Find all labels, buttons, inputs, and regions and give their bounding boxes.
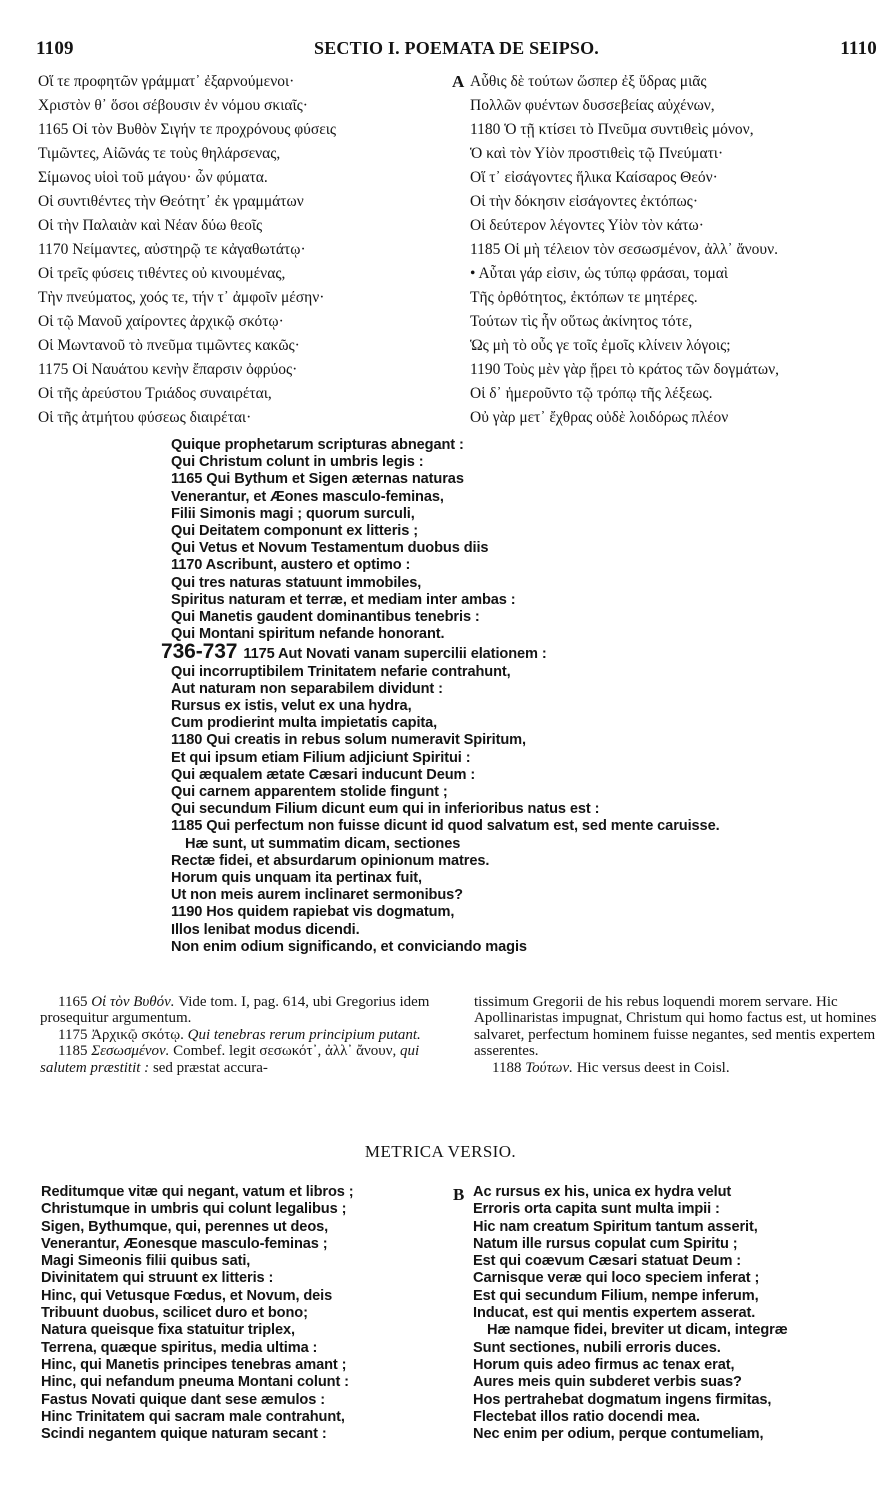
latin-line: Qui Vetus et Novum Testamentum duobus diis [171,540,489,557]
greek-line: Οἱ συντιθέντες τὴν Θεότητ᾽ ἐκ γραμμάτων [38,193,304,210]
footnote-ref: 1188 [492,1059,522,1076]
latin-line: 1190 Hos quidem rapiebat vis dogmatum, [171,904,455,921]
greek-line: Πολλῶν φυέντων δυσσεβείας αὐχένων, [470,97,715,114]
footnote-ref: 1175 [58,1026,88,1043]
footnote-ref: 1185 [58,1043,88,1060]
margin-letter-b: B [453,1185,465,1204]
greek-line: 1185 Οἱ μὴ τέλειον τὸν σεσωσμένον, ἀλλ᾽ ἄνουν. [470,241,778,258]
footnote-greek: σεσωκότ᾽, ἀλλ᾽ ἄνουν, [259,1043,397,1060]
latin-line: Qui incorruptibilem Trinitatem nefarie contrahunt, [171,663,511,680]
verse-line: Christumque in umbris qui colunt legalibus ; [41,1201,347,1218]
greek-line: 1180 Ὁ τῇ κτίσει τὸ Πνεῦμα συντιθεὶς μόνον, [470,121,754,138]
footnote-text: Vide tom. I, pag. 614, ubi Gregorius idem prosequitur argumentum. [40,994,430,1027]
footnote-lemma: Τούτων. [525,1059,573,1076]
latin-line: 1170 Ascribunt, austero et optimo : [171,557,411,574]
latin-line: Ut non meis aurem inclinaret sermonibus? [171,887,463,904]
footnote [40,1027,450,1043]
verse-line: Hinc, qui Vetusque Fœdus, et Novum, deis [41,1287,333,1304]
verse-line: Hinc Trinitatem qui sacram male contrahunt, [41,1408,345,1425]
verse-line: Magi Simeonis filii quibus sati, [41,1253,251,1270]
latin-line: Illos lenibat modus dicendi. [171,921,360,938]
verse-line: Venerantur, Æonesque masculo-feminas ; [41,1235,328,1252]
greek-line: Οἱ δεύτερον λέγοντες Υἱὸν τὸν κάτω· [470,217,704,234]
verse-line: Ac rursus ex his, unica ex hydra velut [473,1184,732,1200]
verse-line: Terrena, quæque spiritus, media ultima : [41,1339,318,1356]
latin-line: 1180 Qui creatis in rebus solum numeravit Spiritum, [171,732,526,749]
footnote-continuation: tissimum Gregorii de his rebus loquendi morem servare. Hic Apollinaristas impugnat, Christum qui homo factus est, ut homines salvaret, perfectum hominem fuisse negantes, sed mentis expertem asserentes. [474,994,877,1060]
verse-line: Natum ille rursus copulat cum Spiritu ; [473,1235,738,1252]
verse-line: Scindi negantem quique naturam secant : [41,1426,327,1443]
greek-line: Οἱ δ᾽ ἡμεροῦντο τῷ τρόπῳ τῆς λέξεως. [470,385,713,402]
verse-line: Est qui coævum Cæsari statuat Deum : [473,1253,742,1270]
verse-line: Erroris orta capita sunt multa impii : [473,1201,720,1218]
greek-line: Σίμωνος υἱοὶ τοῦ μάγου· ὧν φύματα. [38,169,268,186]
footnote-text: Hic versus deest in Coisl. [576,1059,730,1076]
verse-line: Fastus Novati quique dant sese æmulos : [41,1391,325,1408]
margin-letter-a: A [452,72,465,91]
greek-line: Οἱ τῷ Μανοῦ χαίροντες ἀρχικῷ σκότῳ· [38,313,284,330]
latin-line: Spiritus naturam et terræ, et mediam inter ambas : [171,591,516,608]
footnotes-right-column [474,994,880,1076]
column-reference: 736-737 [161,640,238,664]
greek-line: Χριστὸν θ᾽ ὅσοι σέβουσιν ἐν νόμου σκιαῖς· [38,97,308,114]
page-number-right: 1110 [840,38,877,59]
latin-line: Non enim odium significando, et conviciando magis [171,938,527,955]
footnote-text: qui salutem præstitit : [40,1043,420,1076]
page-header [36,38,877,62]
latin-line: Qui secundum Filium dicunt eum qui in inferioribus natus est : [171,801,600,818]
greek-line: 1165 Οἱ τὸν Βυθὸν Σιγήν τε προχρόνους φύσεις [38,121,337,138]
greek-line: Οἵ τε προφητῶν γράμματ᾽ ἐξαρνούμενοι· [38,73,295,90]
greek-line: Ὁ καὶ τὸν Υἱὸν προστιθεὶς τῷ Πνεύματι· [470,145,724,162]
greek-line: Οἱ τρεῖς φύσεις τιθέντες οὐ κινουμένας, [38,265,286,282]
verse-line: Natura queisque fixa statuitur triplex, [41,1322,295,1339]
verse-line: Tribuunt duobus, scilicet duro et bono; [41,1305,308,1322]
greek-line: Οἱ Μωντανοῦ τὸ πνεῦμα τιμῶντες κακῶς· [38,337,300,354]
latin-line: Cum prodierint multa impietatis capita, [171,715,438,732]
verse-line: Sigen, Bythumque, qui, perennes ut deos, [41,1218,329,1235]
greek-line: • Αὗται γάρ εἰσιν, ὡς τύπῳ φράσαι, τομαὶ [470,265,729,282]
latin-line: Aut naturam non separabilem dividunt : [171,680,443,697]
verse-line: Est qui secundum Filium, nempe inferum, [473,1287,759,1304]
latin-line: Horum quis unquam ita pertinax fuit, [171,870,422,887]
verse-line: Aures meis quin subderet verbis suas? [473,1374,742,1391]
latin-line: Rursus ex istis, velut ex una hydra, [171,698,412,715]
greek-line: Ὡς μὴ τὸ οὖς γε τοῖς ἐμοῖς κλίνειν λόγοις; [470,337,731,354]
latin-line: 1175 Aut Novati vanam supercilii elationem : [243,646,547,663]
greek-line: Οὐ γὰρ μετ᾽ ἔχθρας οὐδὲ λοιδόρως πλέον [470,409,729,426]
verse-line: Reditumque vitæ qui negant, vatum et libros ; [41,1184,354,1200]
verse-line: Inducat, est qui mentis expertem asserat. [473,1305,756,1322]
footnote-text: Qui tenebras rerum principium putant. [187,1026,421,1043]
greek-text-left-column [38,70,448,430]
verse-line: Hinc, qui Manetis principes tenebras amant ; [41,1356,347,1373]
latin-line: Qui Manetis gaudent dominantibus tenebris : [171,609,480,626]
latin-line: Qui tres naturas statuunt immobiles, [171,574,422,591]
section-heading: METRICA VERSIO. [364,1142,517,1161]
running-title: SECTIO I. POEMATA DE SEIPSO. [314,38,599,58]
greek-line: Τὴν πνεύματος, χοός τε, τήν τ᾽ ἀμφοῖν μέσην· [38,289,325,306]
latin-line: Et qui ipsum etiam Filium adjiciunt Spiritui : [171,749,471,766]
greek-line: 1175 Οἱ Ναυάτου κενὴν ἔπαρσιν ὀφρύος· [38,361,298,378]
latin-line-with-column-ref [161,640,831,664]
latin-line: Qui Deitatem componunt ex litteris ; [171,523,418,540]
verse-line: Sunt sectiones, nubili erroris duces. [473,1339,721,1356]
latin-line: Qui Christum colunt in umbris legis : [171,454,424,471]
footnotes-left-column [40,994,450,1076]
latin-line: Quique prophetarum scripturas abnegant : [171,437,464,453]
greek-line: Τιμῶντες, Αἰῶνάς τε τοὺς θηλάρσενας, [38,145,281,162]
footnote-ref: 1165 [58,994,88,1010]
greek-line: Τῆς ὀρθότητος, ἐκτόπων τε μητέρες. [470,289,698,306]
latin-line: Venerantur, et Æones masculo-feminas, [171,488,444,505]
greek-line: Οἵ τ᾽ εἰσάγοντες ἥλικα Καίσαρος Θεόν· [470,169,718,186]
greek-line: Οἱ τῆς ἀτμήτου φύσεως διαιρέται· [38,409,252,426]
latin-line: Filii Simonis magi ; quorum surculi, [171,505,415,522]
greek-line: Οἱ τῆς ἀρεύστου Τριάδος συναιρέται, [38,385,272,402]
footnote-lemma: Σεσωσμένον. [91,1043,170,1060]
greek-text-right-column [470,70,880,430]
verse-line: Flectebat illos ratio docendi mea. [473,1408,700,1425]
metrical-version-right-column [473,1184,878,1443]
latin-translation [161,437,831,956]
verse-line: Carnisque veræ qui loco speciem inferat ; [473,1270,760,1287]
latin-line: Qui Montani spiritum nefande honorant. [171,626,445,643]
verse-line: Hinc, qui nefandum pneuma Montani colunt : [41,1374,349,1391]
footnote-lemma: Ἀρχικῷ σκότῳ. [91,1026,184,1043]
greek-line: Οἱ τὴν Παλαιὰν καὶ Νέαν δύω θεοῖς [38,217,263,234]
footnote [40,1043,450,1076]
verse-line: Hic nam creatum Spiritum tantum asserit, [473,1218,758,1235]
metrical-version-left-column [41,1184,451,1443]
greek-line: Αὖθις δὲ τούτων ὥσπερ ἐξ ὕδρας μιᾶς [470,73,707,90]
latin-line: 1165 Qui Bythum et Sigen æternas naturas [171,471,464,488]
footnote-text: Combef. legit [173,1043,256,1060]
latin-line: Rectæ fidei, et absurdarum opinionum matres. [171,852,490,869]
latin-line: Qui æqualem ætate Cæsari inducunt Deum : [171,766,476,783]
verse-line: Nec enim per odium, perque contumeliam, [473,1426,764,1443]
latin-line: 1185 Qui perfectum non fuisse dicunt id quod salvatum est, sed mente caruisse. [171,818,720,835]
verse-line: Divinitatem qui struunt ex litteris : [41,1270,274,1287]
verse-line: Hæ namque fidei, breviter ut dicam, integræ [487,1322,788,1339]
page-number-left: 1109 [36,38,74,59]
greek-line: Οἱ τὴν δόκησιν εἰσάγοντες ἐκτόπως· [470,193,698,210]
footnote [474,1060,880,1076]
footnote-lemma: Οἱ τὸν Βυθόν. [91,994,175,1010]
greek-line: 1190 Τοὺς μὲν γὰρ ᾕρει τὸ κράτος τῶν δογμάτων, [470,361,780,378]
footnote-text: sed præstat accura- [152,1059,268,1076]
latin-line: Qui carnem apparentem stolide fingunt ; [171,784,448,801]
verse-line: Hos pertrahebat dogmatum ingens firmitas, [473,1391,772,1408]
latin-line: Hæ sunt, ut summatim dicam, sectiones [185,835,461,852]
footnote [40,994,450,1027]
greek-line: 1170 Νείμαντες, αὐστηρῷ τε κἀγαθωτάτῳ· [38,241,306,258]
greek-line: Τούτων τὶς ἦν οὕτως ἀκίνητος τότε, [470,313,693,330]
verse-line: Horum quis adeo firmus ac tenax erat, [473,1356,735,1373]
